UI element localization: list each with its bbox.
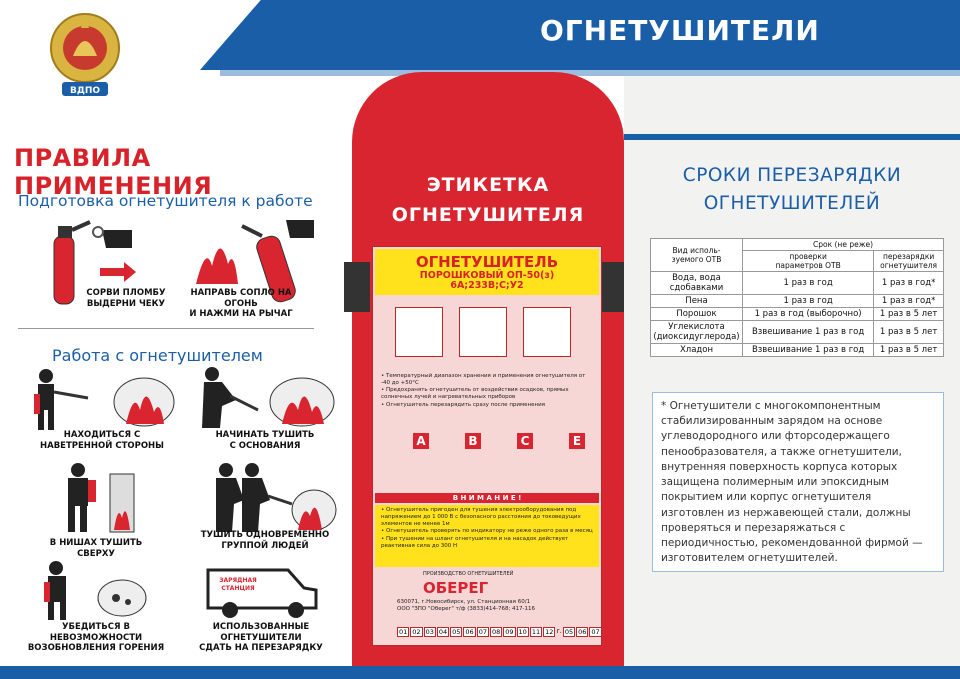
rules-title: ПРАВИЛА ПРИМЕНЕНИЯ bbox=[14, 144, 213, 200]
table-cell: 1 раз в 5 лет bbox=[874, 321, 944, 344]
month-cell: 06 bbox=[465, 628, 474, 636]
label-header bbox=[375, 249, 599, 295]
recharge-title-text: СРОКИ ПЕРЕЗАРЯДКИ ОГНЕТУШИТЕЛЕЙ bbox=[682, 165, 902, 214]
month-cell: 02 bbox=[412, 628, 421, 636]
col-header-agent: Вид исполь- зуемого ОТВ bbox=[651, 239, 743, 272]
base-extinguish-icon bbox=[192, 366, 342, 432]
maker-address: 630071, г.Новосибирск, ул. Станционная 60/1 ООО "ЗПО "Оберег" т/ф (3833)414-768; 417-116 bbox=[397, 599, 536, 613]
group-extinguish-icon bbox=[208, 460, 338, 534]
month-strip bbox=[397, 627, 602, 637]
warnings-block bbox=[375, 505, 599, 567]
table-cell: Хладон bbox=[651, 344, 743, 357]
recharge-title bbox=[624, 162, 960, 218]
work-caption-1 bbox=[32, 430, 172, 451]
work-caption-6 bbox=[186, 622, 336, 654]
table-cell: 1 раз в год* bbox=[874, 272, 944, 295]
col-header-check: проверки параметров ОТВ bbox=[743, 251, 874, 272]
no-reignition-icon bbox=[40, 560, 170, 622]
month-cell: 04 bbox=[438, 628, 448, 636]
class-b-badge: B bbox=[465, 433, 481, 449]
month-cell: 12 bbox=[545, 628, 554, 636]
charging-van-icon bbox=[204, 560, 320, 620]
work-caption-3-text: В НИШАХ ТУШИТЬ СВЕРХУ bbox=[49, 538, 143, 559]
month-cell: 10 bbox=[518, 628, 527, 636]
class-a-badge: A bbox=[413, 433, 429, 449]
label-section-title bbox=[352, 170, 624, 231]
prep-title: Подготовка огнетушителя к работе bbox=[18, 192, 313, 210]
year-label: г. bbox=[556, 627, 562, 635]
prep-caption-2-text: НАПРАВЬ СОПЛО НА ОГОНЬ И НАЖМИ НА РЫЧАГ bbox=[189, 288, 293, 320]
windward-side-icon bbox=[26, 368, 176, 432]
usage-rules-panel bbox=[0, 110, 350, 670]
recharge-table bbox=[650, 238, 944, 357]
month-cell: 03 bbox=[425, 628, 434, 636]
work-caption-4 bbox=[200, 530, 330, 551]
table-cell: Взвешивание 1 раз в год bbox=[743, 344, 874, 357]
maker-name: ОБЕРЕГ bbox=[423, 579, 489, 597]
work-caption-4-text: ТУШИТЬ ОДНОВРЕМЕННО ГРУППОЙ ЛЮДЕЙ bbox=[200, 530, 330, 551]
table-row bbox=[651, 308, 944, 321]
class-e-badge: E bbox=[569, 433, 585, 449]
warnings-text: • Огнетушитель пригоден для тушения электрооборудования под напряжением до 1 000 В с безопасного расстояния до токоведущих элементов не менее 1м • Огнетушитель проверять по индикатору не реже одного раза в месяц • При тушении на шланг огнетушителя и на насадок действует реактивная сила до 300 Н bbox=[381, 507, 593, 549]
table-row bbox=[651, 344, 944, 357]
right-stripe bbox=[624, 134, 960, 140]
work-caption-5 bbox=[16, 622, 176, 654]
work-caption-6-text: ИСПОЛЬЗОВАННЫЕ ОГНЕТУШИТЕЛИ СДАТЬ НА ПЕРЕЗАРЯДКУ bbox=[199, 622, 323, 654]
prep-caption-1-text: СОРВИ ПЛОМБУ ВЫДЕРНИ ЧЕКУ bbox=[86, 288, 166, 309]
table-row bbox=[651, 321, 944, 344]
niche-top-icon bbox=[60, 460, 140, 536]
table-cell: Вода, вода сдобавками bbox=[651, 272, 743, 295]
table-cell: 1 раз в 5 лет bbox=[874, 308, 944, 321]
label-heading: ОГНЕТУШИТЕЛЬ bbox=[415, 253, 559, 271]
prep-caption-1 bbox=[86, 288, 166, 309]
work-caption-3 bbox=[36, 538, 156, 559]
left-bracket bbox=[344, 262, 370, 312]
work-caption-5-text: УБЕДИТЬСЯ В НЕВОЗМОЖНОСТИ ВОЗОБНОВЛЕНИЯ ГОРЕНИЯ bbox=[27, 622, 165, 654]
table-cell: Порошок bbox=[651, 308, 743, 321]
year-cell: 07 bbox=[591, 628, 600, 636]
svg-text:СТАНЦИЯ: СТАНЦИЯ bbox=[221, 585, 255, 592]
work-title: Работа с огнетушителем bbox=[52, 346, 263, 365]
month-cell: 11 bbox=[531, 628, 541, 636]
svg-text:ЗАРЯДНАЯ: ЗАРЯДНАЯ bbox=[219, 577, 257, 584]
month-cell: 09 bbox=[505, 628, 514, 636]
table-cell: Пена bbox=[651, 295, 743, 308]
table-row bbox=[651, 295, 944, 308]
storage-instructions: • Температурный диапазон хранения и применения огнетушителя от -40 до +50°С • Предохранять огнетушитель от воздействия осадков, прямых солнечных лучей и нагревательных приборов • Огнетушитель перезарядить сразу после применения bbox=[381, 373, 586, 408]
year-cell: 06 bbox=[578, 628, 587, 636]
class-c-badge: C bbox=[517, 433, 533, 449]
page-title: ОГНЕТУШИТЕЛИ bbox=[540, 14, 820, 47]
month-cell: 01 bbox=[399, 628, 408, 636]
month-cell: 07 bbox=[478, 628, 487, 636]
emblem-text: ВДПО bbox=[69, 86, 101, 96]
month-cell: 08 bbox=[491, 628, 501, 636]
year-cell: 05 bbox=[564, 628, 574, 636]
month-cell: 05 bbox=[452, 628, 461, 636]
instruction-step-1 bbox=[395, 307, 443, 357]
work-caption-1-text: НАХОДИТЬСЯ С НАВЕТРЕННОЙ СТОРОНЫ bbox=[40, 430, 164, 451]
col-header-recharge: перезарядки огнетушителя bbox=[874, 251, 944, 272]
instruction-step-3 bbox=[523, 307, 571, 357]
table-cell: 1 раз в год bbox=[743, 272, 874, 295]
bottom-band bbox=[0, 666, 960, 679]
vdpo-emblem-icon bbox=[40, 6, 130, 102]
maker-heading: ПРОИЗВОДСТВО ОГНЕТУШИТЕЛЕЙ bbox=[423, 571, 514, 577]
table-cell: 1 раз в год* bbox=[874, 295, 944, 308]
recharge-terms-panel bbox=[624, 76, 960, 676]
table-cell: Углекислота (диоксидуглерода) bbox=[651, 321, 743, 344]
work-caption-2-text: НАЧИНАТЬ ТУШИТЬ С ОСНОВАНИЯ bbox=[215, 430, 315, 451]
label-section-title-text: ЭТИКЕТКА ОГНЕТУШИТЕЛЯ bbox=[391, 174, 585, 227]
instruction-step-2 bbox=[459, 307, 507, 357]
work-caption-2 bbox=[200, 430, 330, 451]
prep-caption-2 bbox=[186, 288, 296, 320]
extinguisher-label bbox=[372, 246, 602, 646]
recharge-footnote: * Огнетушители с многокомпонентным стабилизированным зарядом на основе углеводородного или фторсодержащего пенообразователя, а также огнетушители, внутренняя поверхность корпуса которых защищена полимерным или эпоксидным покрытием или корпус огнетушителя изготовлен из нержавеющей стали, должны проверяться и перезаряжаться с периодичностью, рекомендованной фирмой — изготовителем огнетушителей. bbox=[652, 392, 944, 572]
label-subheading bbox=[375, 271, 599, 292]
table-row bbox=[651, 272, 944, 295]
header bbox=[0, 0, 960, 96]
table-cell: 1 раз в 5 лет bbox=[874, 344, 944, 357]
col-header-group: Срок (не реже) bbox=[743, 239, 944, 251]
label-subheading-text: ПОРОШКОВЫЙ ОП-50(з) 6А;233В;С;У2 bbox=[419, 270, 555, 292]
table-cell: Взвешивание 1 раз в год bbox=[743, 321, 874, 344]
divider bbox=[18, 328, 314, 329]
attention-bar: В Н И М А Н И Е ! bbox=[375, 493, 599, 503]
table-cell: 1 раз в год (выборочно) bbox=[743, 308, 874, 321]
table-cell: 1 раз в год bbox=[743, 295, 874, 308]
